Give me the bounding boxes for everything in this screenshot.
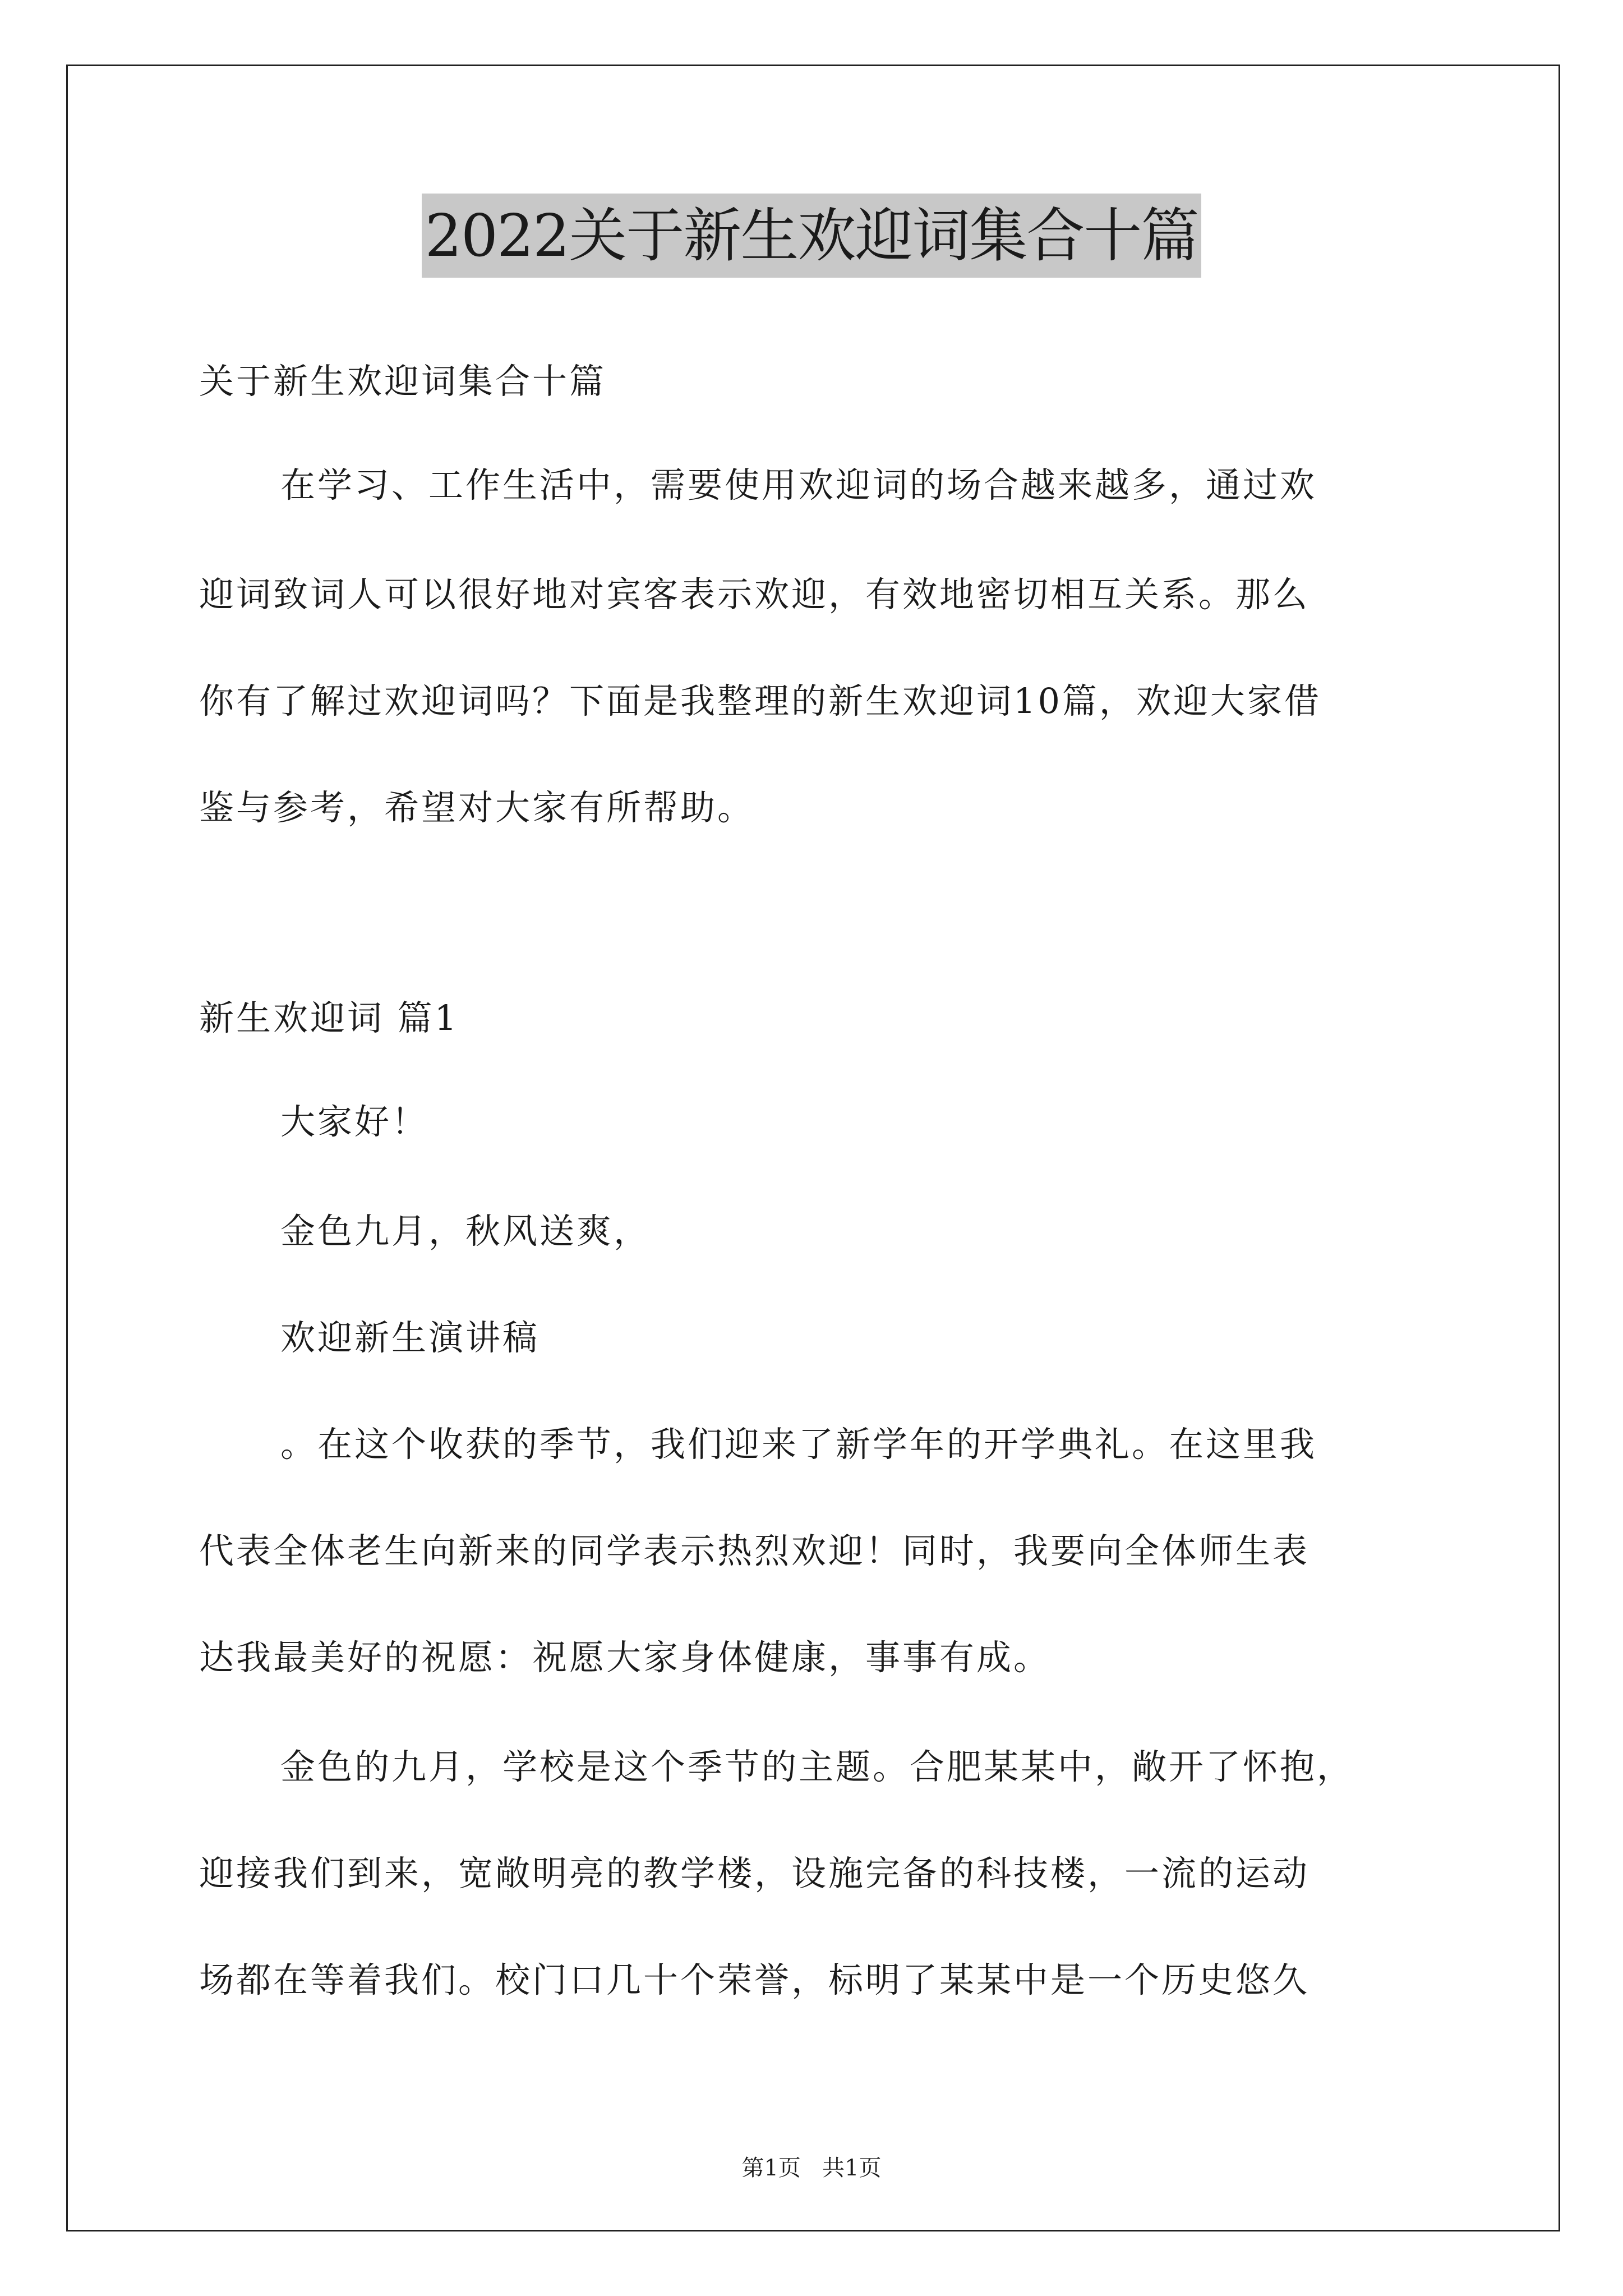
paragraph-line: 在学习、工作生活中，需要使用欢迎词的场合越来越多，通过欢 [280, 464, 1317, 505]
paragraph-line: 。在这个收获的季节，我们迎来了新学年的开学典礼。在这里我 [280, 1424, 1317, 1465]
paragraph-line: 金色的九月，学校是这个季节的主题。合肥某某中，敞开了怀抱， [280, 1746, 1354, 1787]
page-footer: 第1页 共1页 [741, 2155, 882, 2181]
section-heading: 新生欢迎词 篇1 [199, 997, 459, 1038]
paragraph-line: 金色九月，秋风送爽， [280, 1211, 651, 1251]
paragraph-line: 代表全体老生向新来的同学表示热烈欢迎！同时，我要向全体师生表 [199, 1530, 1310, 1571]
paragraph-line: 鉴与参考，希望对大家有所帮助。 [199, 787, 755, 828]
paragraph-line: 迎接我们到来，宽敞明亮的教学楼，设施完备的科技楼，一流的运动 [199, 1853, 1310, 1894]
paragraph-line: 场都在等着我们。校门口几十个荣誉，标明了某某中是一个历史悠久 [199, 1959, 1310, 2000]
paragraph-line: 迎词致词人可以很好地对宾客表示欢迎，有效地密切相互关系。那么 [199, 574, 1310, 615]
document-title: 2022关于新生欢迎词集合十篇 [422, 194, 1202, 278]
title-container [0, 194, 1623, 278]
paragraph-line: 欢迎新生演讲稿 [280, 1317, 540, 1358]
paragraph-line: 你有了解过欢迎词吗？下面是我整理的新生欢迎词10篇，欢迎大家借 [199, 680, 1321, 721]
subtitle: 关于新生欢迎词集合十篇 [199, 361, 607, 402]
paragraph-line: 大家好！ [280, 1101, 429, 1142]
paragraph-line: 达我最美好的祝愿：祝愿大家身体健康，事事有成。 [199, 1637, 1051, 1678]
